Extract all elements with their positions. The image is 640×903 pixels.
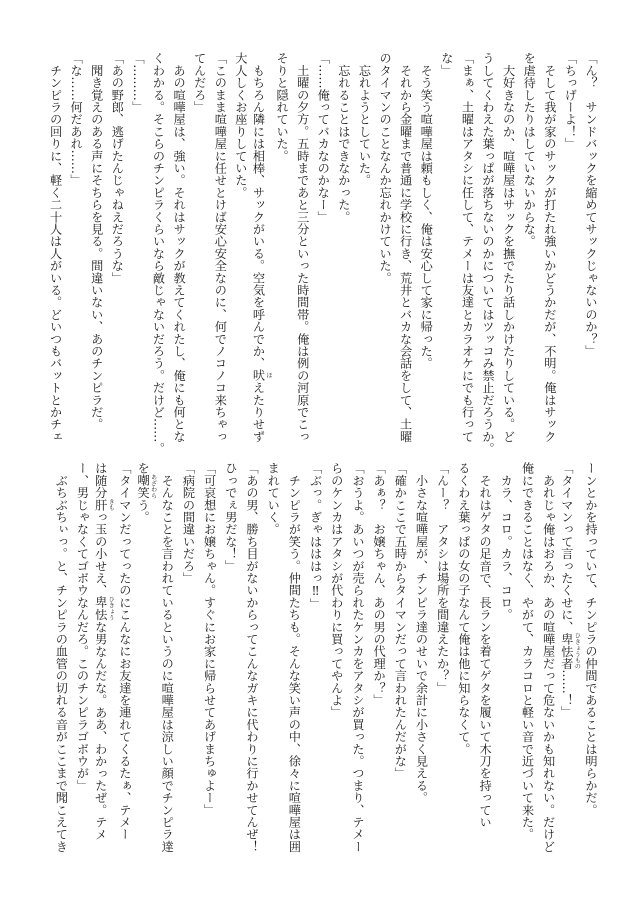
ruby-base: 肝 xyxy=(93,498,108,511)
text-line: チンピラの回りに、軽く二十人は人がいる。どいつもバットとかチェ xyxy=(48,52,63,443)
text-line: カラ、コロ。カラ、コロ。 xyxy=(499,462,514,621)
upper-text-block xyxy=(45,52,601,455)
text-line: 「な……何だあれ……」 xyxy=(69,52,84,187)
text-segment: う。 xyxy=(136,498,151,524)
text-line: 「このまま喧嘩屋に任せとけば安心安全なのに、何でノコノコ来ちゃっ xyxy=(213,52,228,443)
ruby-annotated-word xyxy=(93,596,115,621)
lower-text-block xyxy=(50,462,601,862)
text-line: ー、男じゃなくてゴボウなんだろ。このチンピラゴボウが」 xyxy=(75,462,90,792)
ruby-annotated-word xyxy=(251,369,272,382)
text-line: てんだろ」 xyxy=(192,52,207,113)
text-line: 「あぁ？ お嬢ちゃん、あの男の代理か？」 xyxy=(372,462,387,706)
text-line: 「ぶっ。ぎゃはははっ‼」 xyxy=(308,462,323,611)
text-line: 忘れようとしていた。 xyxy=(357,52,372,187)
text-line: それから金曜まで普通に学校に行き、荒井とバカな会話をして、土曜 xyxy=(398,52,413,443)
ruby-annotated-word xyxy=(93,498,115,511)
text-segment: えたりせず xyxy=(251,381,266,443)
furigana: ほ xyxy=(265,369,272,382)
text-line: るくわえ葉っぱの女の子なんて俺は他に知らなくて。 xyxy=(456,462,471,755)
text-line: うしてくわえた葉っぱが落ちないのかについてはツッコみ禁止だろうか。 xyxy=(481,52,496,455)
ruby-annotated-word xyxy=(559,632,581,670)
text-line: ーンとかを持っていて、チンピラの仲間であることは明らかだ。 xyxy=(584,462,598,816)
text-segment: 「タイマンって言ったくせに、 xyxy=(559,462,574,633)
text-segment: な男なんだな。ああ、わかったぜ。テメ xyxy=(93,620,108,841)
text-line: 「あの野郎、逃げたんじゃねえだろうな」 xyxy=(110,52,125,284)
text-line: そして我が家のサックが打たれ強いかどうかだが、不明。俺はサック xyxy=(542,52,557,443)
ruby-base: 嘲笑 xyxy=(136,474,151,499)
text-line: それはゲタの足音で、長ランを着てゲタを履いて木刀を持ってい xyxy=(478,462,493,828)
text-line: ぶちぶちぃっ。と、チンピラの血管の切れる音がここまで聞こえてき xyxy=(54,462,69,853)
text-line: 小さな喧嘩屋が、チンピラ達のせいで余計に小さく見える。 xyxy=(414,462,429,804)
text-line: くわかる。そこらのチンピラくらいなら敵じゃないだろう。だけど……。 xyxy=(151,52,166,455)
furigana: あざわら xyxy=(149,474,157,499)
text-segment: っ玉の小せえ、 xyxy=(93,510,108,597)
text-line: 「んー？ アタシは場所を間違えたか？」 xyxy=(435,462,450,694)
furigana: きも xyxy=(107,498,115,511)
text-line: あの喧嘩屋は、強い。それはサックが教えてくれたし、俺にも何とな xyxy=(172,52,187,443)
ruby-annotated-word xyxy=(136,474,157,499)
text-line: 「おうよ。あいつが売られたケンカをアタシが買った。つまり、テメー xyxy=(350,462,365,853)
text-line: な」 xyxy=(439,52,454,77)
text-line: 「ん？ サンドバックを縮めてサックじゃないのか？」 xyxy=(584,52,598,357)
text-line: まれていく。 xyxy=(266,462,281,536)
text-segment: もちろん隣には相棒、サックがいる。空気を呼んでか、 xyxy=(251,52,266,370)
text-line: 俺にできることはなく、やがて、カラコロと軽い音で近づいて来た。 xyxy=(520,462,535,841)
text-line: あれじゃ俺はおろか、あの喧嘩屋だって危ないかも知れない。だけど xyxy=(541,462,556,853)
text-line: 「あの男、勝ち目がないからってこんなガキに代わりに行かせてんぜ！ xyxy=(245,462,259,853)
text-segment: は随分 xyxy=(93,462,108,499)
text-line: 「……俺ってバカなのかなー」 xyxy=(316,52,331,223)
text-line: 忘れることはできなかった。 xyxy=(336,52,351,223)
text-line: 「ちっげーよ！」 xyxy=(563,52,578,150)
text-line: のタイマンのことなんか忘れかけていた。 xyxy=(378,52,393,284)
text-line: チンピラが笑う。仲間たちも。そんな笑い声の中、徐々に喧嘩屋は囲 xyxy=(287,462,302,853)
text-line xyxy=(559,462,580,862)
ruby-base: 卑怯者 xyxy=(559,632,574,670)
text-line xyxy=(93,462,114,862)
text-line xyxy=(135,462,156,862)
text-segment: を xyxy=(136,462,151,475)
text-line: 大好きなのか、喧嘩屋はサックを撫でたり話しかけたりしている。ど xyxy=(501,52,516,443)
text-line: 「タイマンだってったのにこんなにお友達を連れてくるたぁ、テメー xyxy=(117,462,132,841)
ruby-base: 卑怯 xyxy=(93,596,108,621)
text-line: ひっでぇ男だな！」 xyxy=(223,462,238,572)
text-line: を虐待したりはしていないからな。 xyxy=(522,52,537,248)
text-line: そんなことを言われているというのに喧嘩屋は涼しい顔でチンピラ達 xyxy=(160,462,175,853)
text-line: 「可哀想にお嬢ちゃん。すぐにお家に帰らせてあげまちゅよー」 xyxy=(202,462,217,816)
text-line: 「病院の間違いだろ」 xyxy=(181,462,196,584)
text-line: 聞き覚えのある声にそちらを見る。間違いない、あのチンピラだ。 xyxy=(89,52,104,431)
text-line: そりと隠れていた。 xyxy=(275,52,290,162)
ruby-base: 吠 xyxy=(251,369,266,382)
text-line: 「まぁ、土曜はアタシに任して、テメーは友達とカラオケにでも行って xyxy=(460,52,475,443)
text-line: らのケンカはアタシが代わりに買ってやんよ」 xyxy=(329,462,344,719)
text-line: そう笑う喧嘩屋は頼もしく、俺は安心して家に帰った。 xyxy=(419,52,434,370)
text-line: 大人しくお座りしていた。 xyxy=(233,52,248,199)
text-line: 「………」 xyxy=(130,52,145,113)
text-line: 土曜の夕方。五時まであと三分といった時間帯。俺は例の河原でこっ xyxy=(295,52,310,443)
furigana: ひきょう xyxy=(107,596,115,621)
text-line xyxy=(251,52,272,452)
text-segment: ……！」 xyxy=(559,669,574,719)
text-line: 「確かここで五時からタイマンだって言われたんだがな」 xyxy=(393,462,408,780)
furigana: ひきょうもの xyxy=(573,632,581,670)
